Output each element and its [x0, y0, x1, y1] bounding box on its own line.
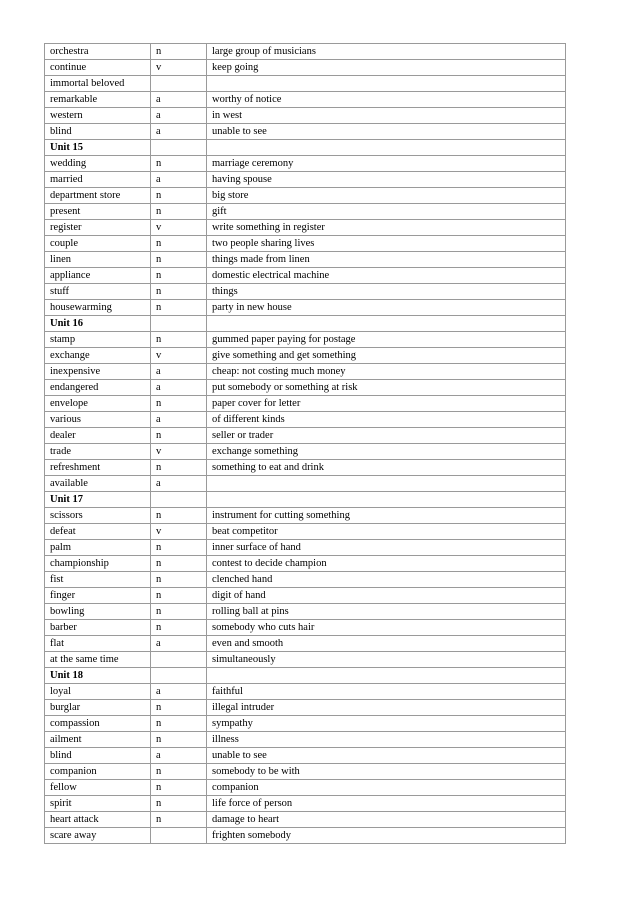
term-cell: inexpensive — [45, 364, 151, 380]
definition-cell: domestic electrical machine — [207, 268, 566, 284]
term-cell: barber — [45, 620, 151, 636]
term-cell: various — [45, 412, 151, 428]
definition-cell: rolling ball at pins — [207, 604, 566, 620]
term-cell: bowling — [45, 604, 151, 620]
part-of-speech-cell: n — [151, 508, 207, 524]
vocab-row — [45, 732, 566, 748]
definition-cell: gift — [207, 204, 566, 220]
definition-cell: beat competitor — [207, 524, 566, 540]
definition-cell: two people sharing lives — [207, 236, 566, 252]
definition-cell: worthy of notice — [207, 92, 566, 108]
vocab-row — [45, 204, 566, 220]
vocab-row — [45, 764, 566, 780]
definition-cell: clenched hand — [207, 572, 566, 588]
definition-cell: life force of person — [207, 796, 566, 812]
definition-cell — [207, 140, 566, 156]
term-cell: fellow — [45, 780, 151, 796]
part-of-speech-cell: n — [151, 604, 207, 620]
part-of-speech-cell: a — [151, 412, 207, 428]
vocab-row — [45, 428, 566, 444]
term-cell: dealer — [45, 428, 151, 444]
definition-cell — [207, 492, 566, 508]
definition-cell: give something and get something — [207, 348, 566, 364]
definition-cell — [207, 316, 566, 332]
term-cell: defeat — [45, 524, 151, 540]
vocab-row — [45, 76, 566, 92]
part-of-speech-cell: a — [151, 108, 207, 124]
vocab-row — [45, 604, 566, 620]
part-of-speech-cell: n — [151, 284, 207, 300]
definition-cell: party in new house — [207, 300, 566, 316]
definition-cell: unable to see — [207, 124, 566, 140]
vocab-row — [45, 588, 566, 604]
definition-cell: somebody who cuts hair — [207, 620, 566, 636]
unit-heading: Unit 16 — [45, 316, 151, 332]
vocab-row — [45, 236, 566, 252]
definition-cell: damage to heart — [207, 812, 566, 828]
part-of-speech-cell: a — [151, 476, 207, 492]
part-of-speech-cell: n — [151, 556, 207, 572]
part-of-speech-cell: a — [151, 684, 207, 700]
vocab-row — [45, 108, 566, 124]
part-of-speech-cell: n — [151, 572, 207, 588]
definition-cell: even and smooth — [207, 636, 566, 652]
vocab-row — [45, 524, 566, 540]
term-cell: companion — [45, 764, 151, 780]
term-cell: available — [45, 476, 151, 492]
part-of-speech-cell — [151, 828, 207, 844]
term-cell: finger — [45, 588, 151, 604]
definition-cell: of different kinds — [207, 412, 566, 428]
vocab-row — [45, 652, 566, 668]
part-of-speech-cell: n — [151, 44, 207, 60]
part-of-speech-cell: a — [151, 380, 207, 396]
vocab-row — [45, 508, 566, 524]
part-of-speech-cell: n — [151, 268, 207, 284]
definition-cell: keep going — [207, 60, 566, 76]
definition-cell: having spouse — [207, 172, 566, 188]
vocab-row — [45, 796, 566, 812]
definition-cell: things made from linen — [207, 252, 566, 268]
unit-heading-row — [45, 668, 566, 684]
term-cell: championship — [45, 556, 151, 572]
vocab-row — [45, 636, 566, 652]
part-of-speech-cell: a — [151, 748, 207, 764]
vocab-row — [45, 620, 566, 636]
part-of-speech-cell: a — [151, 172, 207, 188]
part-of-speech-cell: n — [151, 620, 207, 636]
definition-cell: sympathy — [207, 716, 566, 732]
part-of-speech-cell: n — [151, 204, 207, 220]
term-cell: housewarming — [45, 300, 151, 316]
part-of-speech-cell: n — [151, 428, 207, 444]
vocab-row — [45, 460, 566, 476]
term-cell: endangered — [45, 380, 151, 396]
term-cell: scissors — [45, 508, 151, 524]
unit-heading: Unit 18 — [45, 668, 151, 684]
vocab-row — [45, 684, 566, 700]
part-of-speech-cell: v — [151, 524, 207, 540]
definition-cell: contest to decide champion — [207, 556, 566, 572]
vocabulary-table-body — [45, 44, 566, 844]
vocab-row — [45, 124, 566, 140]
vocab-row — [45, 156, 566, 172]
term-cell: orchestra — [45, 44, 151, 60]
part-of-speech-cell: n — [151, 460, 207, 476]
definition-cell: in west — [207, 108, 566, 124]
term-cell: fist — [45, 572, 151, 588]
definition-cell — [207, 668, 566, 684]
part-of-speech-cell — [151, 668, 207, 684]
part-of-speech-cell: n — [151, 396, 207, 412]
vocab-row — [45, 300, 566, 316]
vocab-row — [45, 284, 566, 300]
vocab-row — [45, 396, 566, 412]
unit-heading: Unit 17 — [45, 492, 151, 508]
term-cell: compassion — [45, 716, 151, 732]
part-of-speech-cell: n — [151, 732, 207, 748]
definition-cell: gummed paper paying for postage — [207, 332, 566, 348]
term-cell: envelope — [45, 396, 151, 412]
term-cell: heart attack — [45, 812, 151, 828]
vocab-row — [45, 780, 566, 796]
unit-heading-row — [45, 316, 566, 332]
vocab-row — [45, 220, 566, 236]
definition-cell: exchange something — [207, 444, 566, 460]
term-cell: loyal — [45, 684, 151, 700]
definition-cell: simultaneously — [207, 652, 566, 668]
definition-cell: something to eat and drink — [207, 460, 566, 476]
vocab-row — [45, 44, 566, 60]
term-cell: linen — [45, 252, 151, 268]
part-of-speech-cell: a — [151, 124, 207, 140]
vocab-row — [45, 188, 566, 204]
part-of-speech-cell: n — [151, 300, 207, 316]
part-of-speech-cell: n — [151, 764, 207, 780]
definition-cell: digit of hand — [207, 588, 566, 604]
part-of-speech-cell: v — [151, 348, 207, 364]
vocab-row — [45, 92, 566, 108]
definition-cell: unable to see — [207, 748, 566, 764]
vocab-row — [45, 172, 566, 188]
term-cell: department store — [45, 188, 151, 204]
vocab-row — [45, 716, 566, 732]
term-cell: trade — [45, 444, 151, 460]
term-cell: scare away — [45, 828, 151, 844]
vocab-row — [45, 268, 566, 284]
part-of-speech-cell: n — [151, 236, 207, 252]
vocab-row — [45, 556, 566, 572]
term-cell: remarkable — [45, 92, 151, 108]
part-of-speech-cell: n — [151, 700, 207, 716]
term-cell: present — [45, 204, 151, 220]
term-cell: register — [45, 220, 151, 236]
part-of-speech-cell: v — [151, 60, 207, 76]
part-of-speech-cell: a — [151, 364, 207, 380]
part-of-speech-cell — [151, 492, 207, 508]
definition-cell: companion — [207, 780, 566, 796]
part-of-speech-cell: n — [151, 332, 207, 348]
part-of-speech-cell — [151, 316, 207, 332]
term-cell: western — [45, 108, 151, 124]
term-cell: at the same time — [45, 652, 151, 668]
part-of-speech-cell: n — [151, 716, 207, 732]
vocab-row — [45, 700, 566, 716]
term-cell: appliance — [45, 268, 151, 284]
vocab-row — [45, 60, 566, 76]
vocab-row — [45, 812, 566, 828]
part-of-speech-cell — [151, 76, 207, 92]
unit-heading-row — [45, 492, 566, 508]
definition-cell: seller or trader — [207, 428, 566, 444]
part-of-speech-cell: n — [151, 588, 207, 604]
definition-cell: cheap: not costing much money — [207, 364, 566, 380]
term-cell: spirit — [45, 796, 151, 812]
part-of-speech-cell: n — [151, 156, 207, 172]
vocab-row — [45, 380, 566, 396]
definition-cell: put somebody or something at risk — [207, 380, 566, 396]
vocabulary-table — [44, 43, 566, 844]
vocab-row — [45, 444, 566, 460]
definition-cell: large group of musicians — [207, 44, 566, 60]
definition-cell: instrument for cutting something — [207, 508, 566, 524]
part-of-speech-cell: n — [151, 188, 207, 204]
unit-heading: Unit 15 — [45, 140, 151, 156]
definition-cell: big store — [207, 188, 566, 204]
unit-heading-row — [45, 140, 566, 156]
part-of-speech-cell: a — [151, 92, 207, 108]
vocab-row — [45, 332, 566, 348]
term-cell: continue — [45, 60, 151, 76]
definition-cell: frighten somebody — [207, 828, 566, 844]
definition-cell: write something in register — [207, 220, 566, 236]
part-of-speech-cell: n — [151, 796, 207, 812]
definition-cell: things — [207, 284, 566, 300]
vocab-row — [45, 348, 566, 364]
definition-cell: inner surface of hand — [207, 540, 566, 556]
term-cell: couple — [45, 236, 151, 252]
definition-cell — [207, 76, 566, 92]
part-of-speech-cell — [151, 140, 207, 156]
part-of-speech-cell — [151, 652, 207, 668]
vocab-row — [45, 828, 566, 844]
term-cell: immortal beloved — [45, 76, 151, 92]
term-cell: burglar — [45, 700, 151, 716]
part-of-speech-cell: n — [151, 540, 207, 556]
part-of-speech-cell: v — [151, 220, 207, 236]
vocab-row — [45, 476, 566, 492]
term-cell: ailment — [45, 732, 151, 748]
term-cell: married — [45, 172, 151, 188]
definition-cell: marriage ceremony — [207, 156, 566, 172]
definition-cell: faithful — [207, 684, 566, 700]
definition-cell: somebody to be with — [207, 764, 566, 780]
vocab-row — [45, 364, 566, 380]
definition-cell: paper cover for letter — [207, 396, 566, 412]
vocab-row — [45, 748, 566, 764]
term-cell: palm — [45, 540, 151, 556]
part-of-speech-cell: v — [151, 444, 207, 460]
term-cell: wedding — [45, 156, 151, 172]
part-of-speech-cell: n — [151, 252, 207, 268]
term-cell: stuff — [45, 284, 151, 300]
vocab-row — [45, 252, 566, 268]
vocab-row — [45, 540, 566, 556]
term-cell: flat — [45, 636, 151, 652]
part-of-speech-cell: n — [151, 812, 207, 828]
definition-cell: illness — [207, 732, 566, 748]
term-cell: blind — [45, 748, 151, 764]
term-cell: blind — [45, 124, 151, 140]
vocab-row — [45, 572, 566, 588]
term-cell: stamp — [45, 332, 151, 348]
definition-cell — [207, 476, 566, 492]
part-of-speech-cell: n — [151, 780, 207, 796]
term-cell: refreshment — [45, 460, 151, 476]
definition-cell: illegal intruder — [207, 700, 566, 716]
vocab-row — [45, 412, 566, 428]
part-of-speech-cell: a — [151, 636, 207, 652]
term-cell: exchange — [45, 348, 151, 364]
